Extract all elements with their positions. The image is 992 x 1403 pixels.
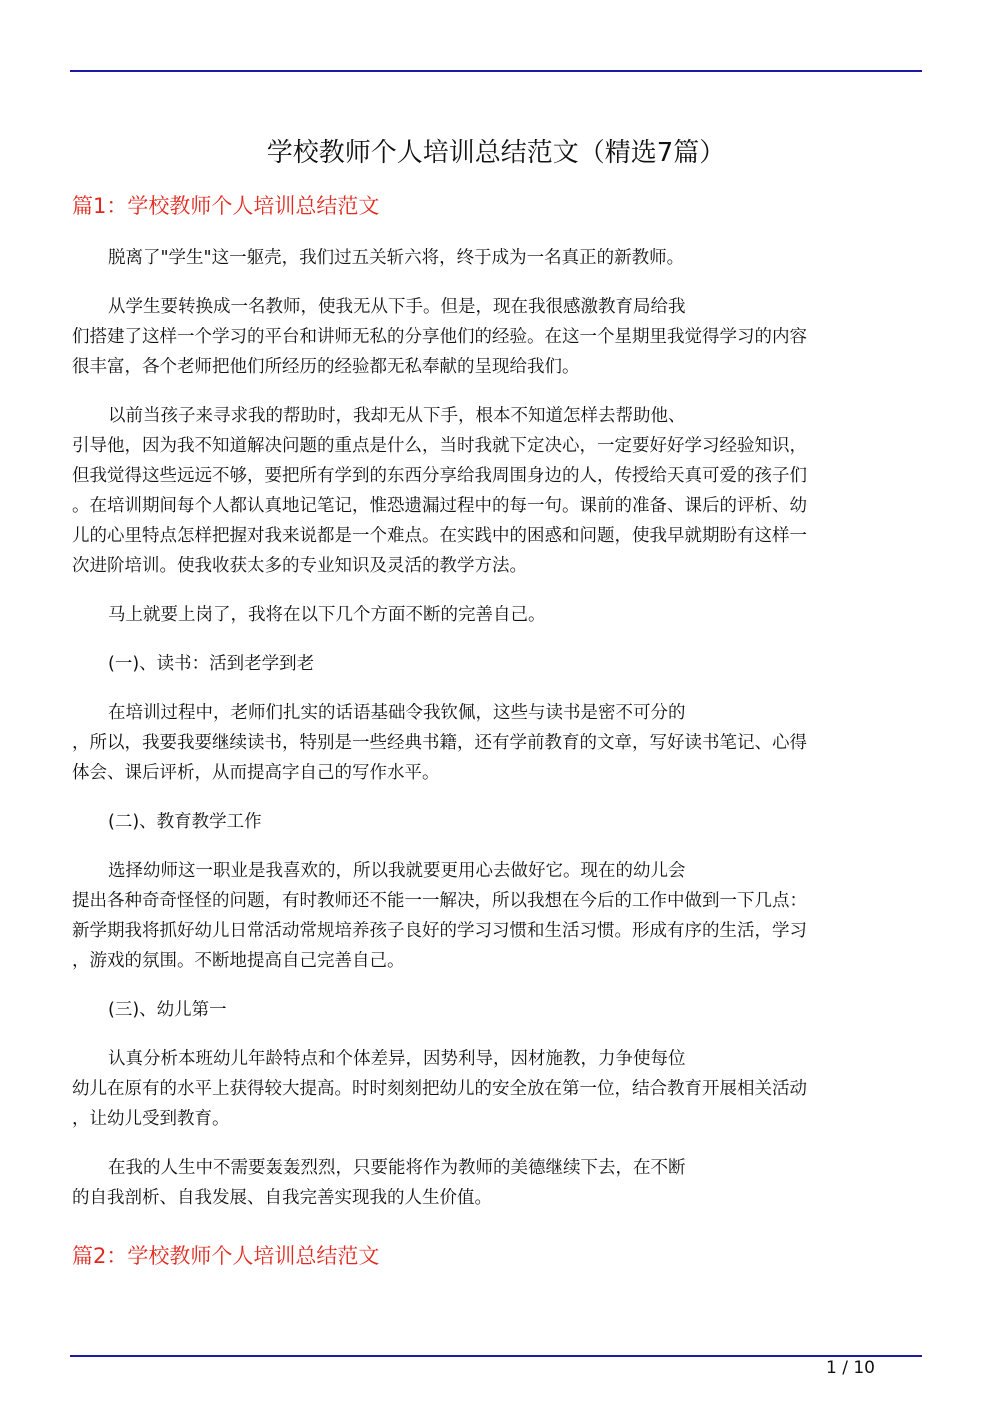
paragraph — [72, 807, 920, 837]
paragraph — [72, 401, 920, 581]
paragraph-line: (一)、读书：活到老学到老 — [108, 654, 315, 674]
paragraph-line: 从学生要转换成一名教师，使我无从下手。但是，现在我很感激教育局给我 — [108, 297, 686, 317]
paragraph-line: 以前当孩子来寻求我的帮助时，我却无从下手，根本不知道怎样去帮助他、 — [108, 406, 686, 426]
paragraph-line: 提出各种奇奇怪怪的问题，有时教师还不能一一解决，所以我想在今后的工作中做到一下几点： — [72, 891, 807, 911]
paragraph — [72, 292, 920, 382]
paragraph-line: 认真分析本班幼儿年龄特点和个体差异，因势利导，因材施教，力争使每位 — [108, 1049, 686, 1069]
paragraph-line: 脱离了"学生"这一躯壳，我们过五关斩六将，终于成为一名真正的新教师。 — [108, 248, 685, 268]
paragraph — [72, 600, 920, 630]
paragraph-line: 们搭建了这样一个学习的平台和讲师无私的分享他们的经验。在这一个星期里我觉得学习的内容 — [72, 327, 807, 347]
paragraph — [72, 649, 920, 679]
paragraph-line: 次进阶培训。使我收获太多的专业知识及灵活的教学方法。 — [72, 556, 527, 576]
paragraph-line: 幼儿在原有的水平上获得较大提高。时时刻刻把幼儿的安全放在第一位，结合教育开展相关活动 — [72, 1079, 807, 1099]
document-title: 学校教师个人培训总结范文（精选7篇） — [266, 138, 726, 168]
paragraph-line: 儿的心里特点怎样把握对我来说都是一个难点。在实践中的困惑和问题，使我早就期盼有这样一 — [72, 526, 807, 546]
paragraph-line: 在培训过程中，老师们扎实的话语基础令我钦佩，这些与读书是密不可分的 — [108, 703, 686, 723]
footer-rule — [70, 1355, 922, 1357]
paragraph-line: 新学期我将抓好幼儿日常活动常规培养孩子良好的学习习惯和生活习惯。形成有序的生活，学习 — [72, 921, 807, 941]
paragraph — [72, 1153, 920, 1213]
page-indicator: 1 / 10 — [826, 1358, 875, 1378]
paragraph-line: 在我的人生中不需要轰轰烈烈，只要能将作为教师的美德继续下去，在不断 — [108, 1158, 686, 1178]
paragraph-line: 。在培训期间每个人都认真地记笔记，惟恐遗漏过程中的每一句。课前的准备、课后的评析、幼 — [72, 496, 807, 516]
paragraph-line: ，所以，我要我要继续读书，特别是一些经典书籍，还有学前教育的文章，写好读书笔记、心得 — [72, 733, 807, 753]
paragraph-line: 体会、课后评析，从而提高字自己的写作水平。 — [72, 763, 440, 783]
paragraph-line: 引导他，因为我不知道解决问题的重点是什么，当时我就下定决心，一定要好好学习经验知识， — [72, 436, 807, 456]
header-rule — [70, 70, 922, 72]
paragraph-line: 但我觉得这些远远不够，要把所有学到的东西分享给我周围身边的人，传授给天真可爱的孩子们 — [72, 466, 807, 486]
paragraph-line: 很丰富，各个老师把他们所经历的经验都无私奉献的呈现给我们。 — [72, 357, 580, 377]
paragraph-line: ，让幼儿受到教育。 — [72, 1109, 230, 1129]
paragraph-line: 马上就要上岗了，我将在以下几个方面不断的完善自己。 — [108, 605, 546, 625]
paragraph — [72, 1044, 920, 1134]
section-heading-2: 篇2：学校教师个人培训总结范文 — [72, 1244, 380, 1268]
paragraph — [72, 856, 920, 976]
section-heading-1: 篇1：学校教师个人培训总结范文 — [72, 194, 380, 218]
paragraph — [72, 243, 920, 273]
paragraph — [72, 698, 920, 788]
document-body — [72, 243, 920, 1232]
paragraph — [72, 995, 920, 1025]
paragraph-line: (三)、幼儿第一 — [108, 1000, 227, 1020]
paragraph-line: 选择幼师这一职业是我喜欢的，所以我就要更用心去做好它。现在的幼儿会 — [108, 861, 686, 881]
paragraph-line: (二)、教育教学工作 — [108, 812, 262, 832]
paragraph-line: 的自我剖析、自我发展、自我完善实现我的人生价值。 — [72, 1188, 492, 1208]
paragraph-line: ，游戏的氛围。不断地提高自己完善自己。 — [72, 951, 405, 971]
